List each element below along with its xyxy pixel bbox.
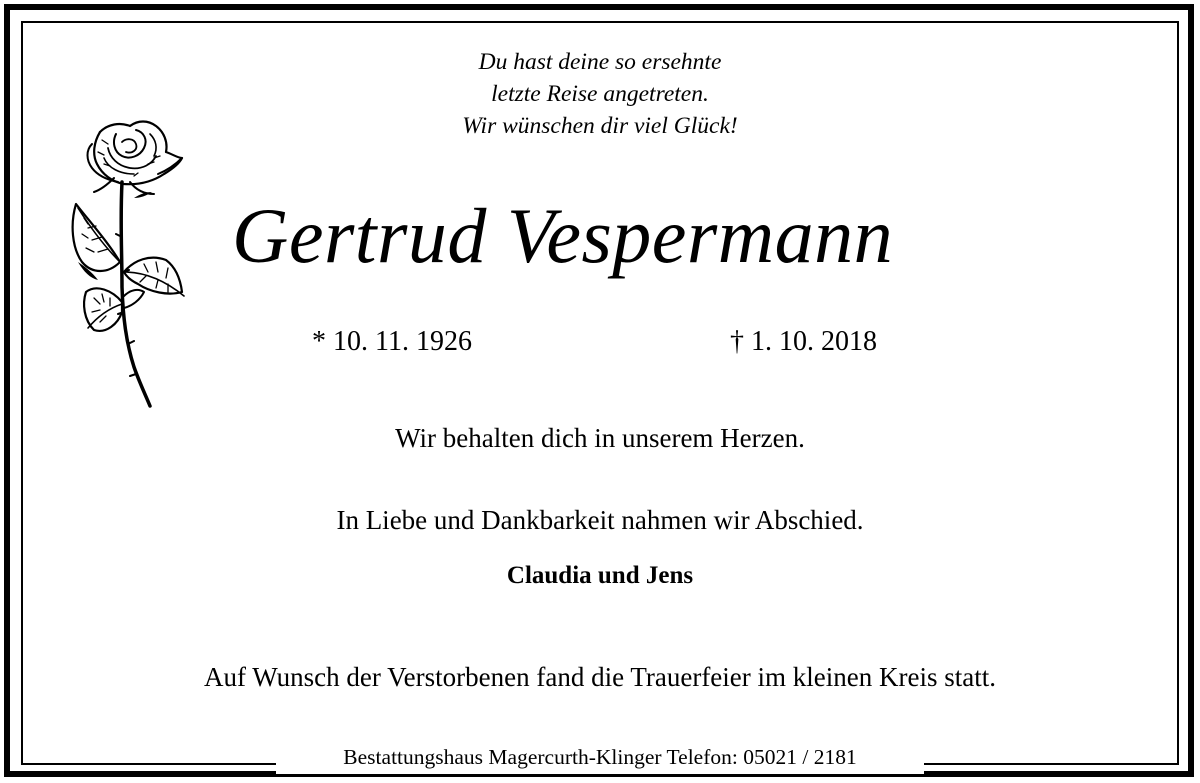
farewell-line: In Liebe und Dankbarkeit nahmen wir Abschied. [336, 505, 864, 535]
death-date: † 1. 10. 2018 [730, 326, 877, 357]
heart-line: Wir behalten dich in unserem Herzen. [395, 423, 805, 453]
mourners-names: Claudia und Jens [506, 562, 694, 589]
birth-date: * 10. 11. 1926 [312, 326, 472, 357]
funeral-home-footer: Bestattungshaus Magercurth-Klinger Telefon: 05021 / 2181 [343, 745, 857, 769]
motto-line-1: Du hast deine so ersehnte [478, 49, 722, 75]
rose-icon [64, 112, 192, 408]
deceased-name: Gertrud Vespermann [232, 192, 894, 279]
motto-line-3: Wir wünschen dir viel Glück! [462, 113, 738, 139]
ceremony-line: Auf Wunsch der Verstorbenen fand die Trauerfeier im kleinen Kreis statt. [204, 662, 996, 692]
motto-line-2: letzte Reise angetreten. [491, 81, 709, 107]
